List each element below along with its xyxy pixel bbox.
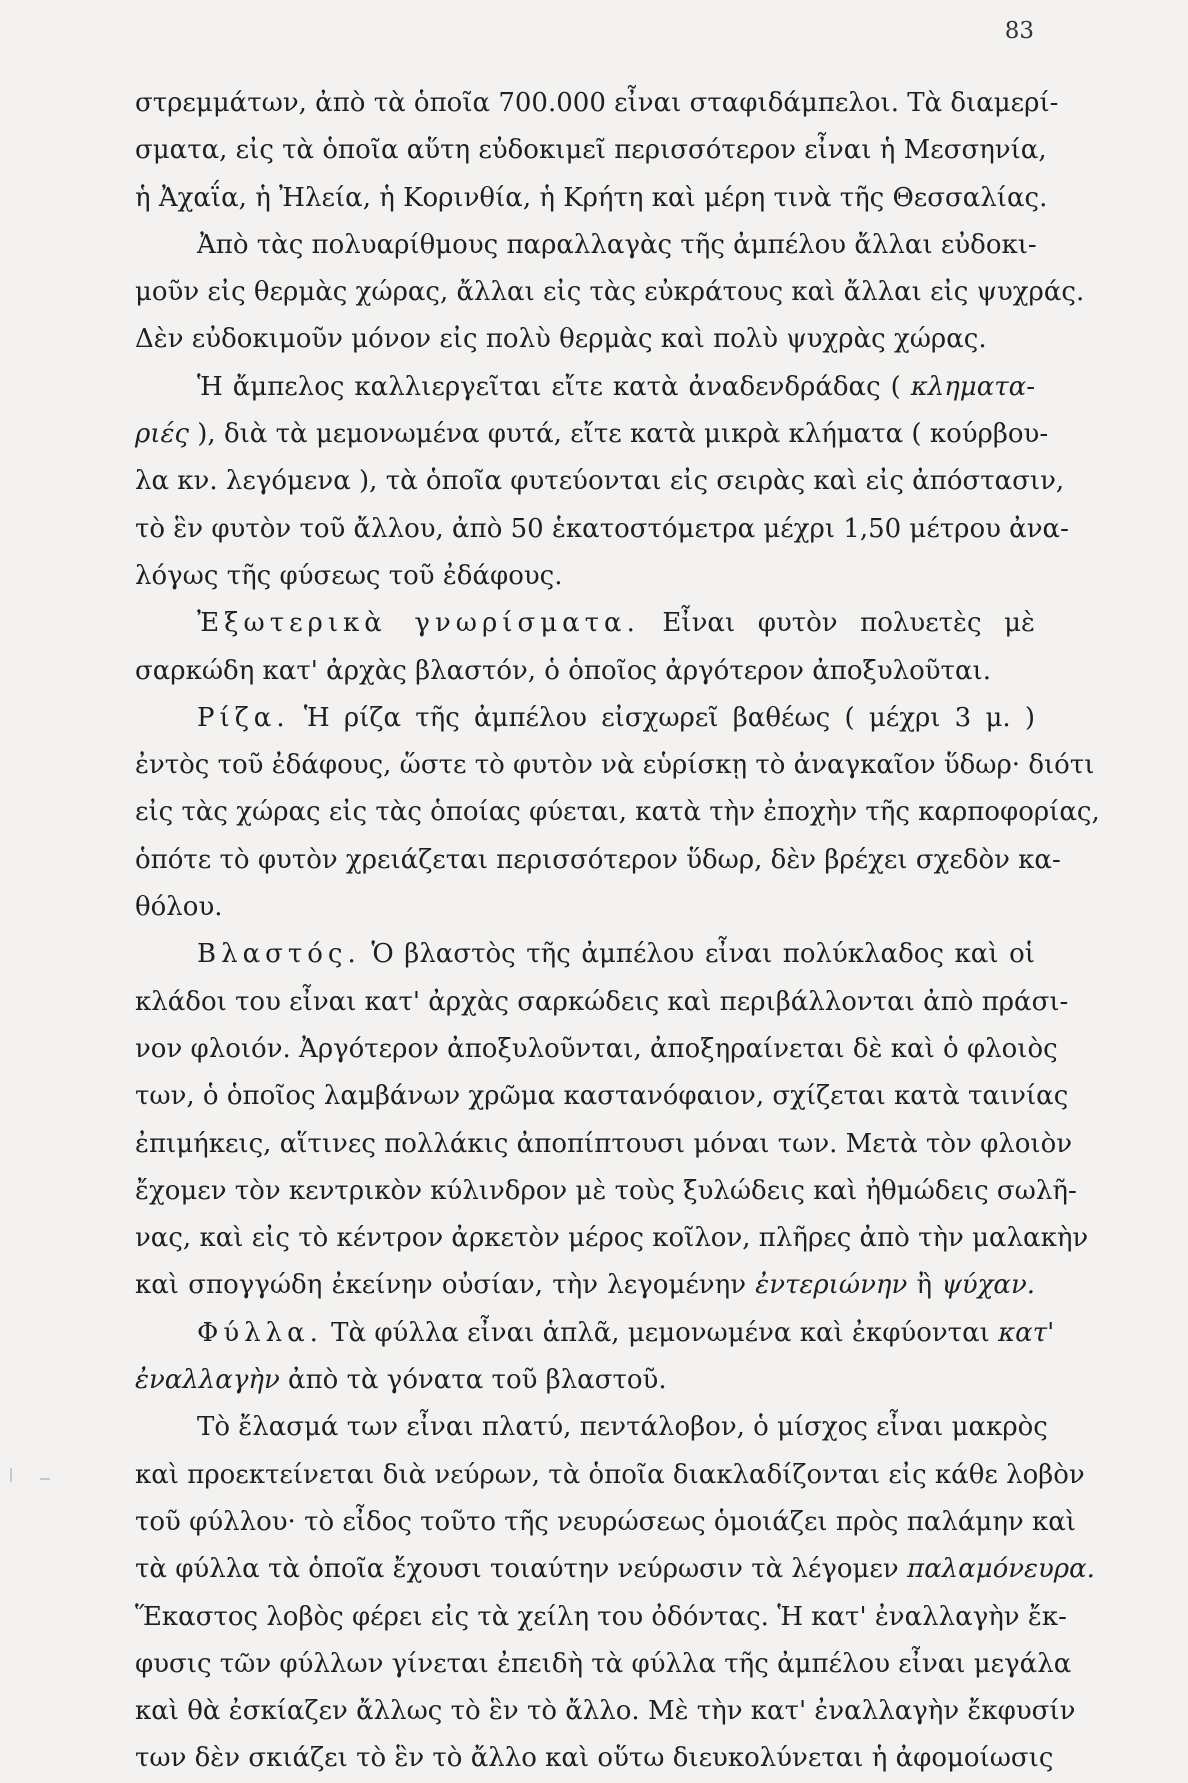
text-line bbox=[135, 1452, 1085, 1499]
text-line bbox=[135, 1641, 1072, 1688]
text-line bbox=[135, 1073, 1069, 1120]
section-heading: Φύλλα. bbox=[197, 1317, 323, 1348]
text-fragment: ἡ Ἀχαΐα, ἡ Ἠλεία, ἡ Κορινθία, ἡ Κρήτη καὶ μέρη τινὰ τῆς Θεσσαλίας. bbox=[135, 182, 1048, 213]
text-fragment: στρεμμάτων, ἀπὸ τὰ ὁποῖα 700.000 εἶναι σταφιδάμπελοι. Τὰ διαμερί- bbox=[135, 88, 1059, 118]
italic-term: ἐναλλαγὴν bbox=[135, 1365, 280, 1396]
italic-term: παλαμόνευρα. bbox=[906, 1554, 1095, 1585]
text-fragment: ), διὰ τὰ μεμονωμένα φυτά, εἴτε κατὰ μικρὰ κλήματα ( κούρβου- bbox=[189, 419, 1049, 450]
text-line bbox=[135, 1262, 1035, 1309]
text-fragment: σματα, εἰς τὰ ὁποῖα αὕτη εὐδοκιμεῖ περισσότερον εἶναι ἡ Μεσσηνία, bbox=[135, 135, 1047, 166]
section-heading: Ρίζα. bbox=[197, 702, 290, 733]
text-fragment: νον φλοιόν. Ἀργότερον ἀποξυλοῦνται, ἀποξηραίνεται δὲ καὶ ὁ φλοιὸς bbox=[135, 1033, 1058, 1064]
text-fragment: ἀπὸ τὰ γόνατα τοῦ βλαστοῦ. bbox=[279, 1365, 667, 1396]
italic-term: κληματα- bbox=[910, 371, 1035, 402]
text-line bbox=[135, 1499, 1076, 1546]
text-line bbox=[135, 1215, 1089, 1262]
text-fragment: Ἡ ρίζα τῆς ἀμπέλου εἰσχωρεῖ βαθέως ( μέχρι 3 μ. ) bbox=[289, 702, 1035, 733]
text-line bbox=[135, 553, 1035, 600]
text-fragment: ἔχομεν τὸν κεντρικὸν κύλινδρον μὲ τοὺς ξυλώδεις καὶ ἠθμώδεις σωλῆ- bbox=[135, 1175, 1077, 1206]
text-fragment: τὸ ἓν φυτὸν τοῦ ἄλλου, ἀπὸ 50 ἑκατοστόμετρα μέχρι 1,50 μέτρου ἀνα- bbox=[135, 513, 1069, 544]
italic-term: ψύχαν. bbox=[941, 1270, 1036, 1301]
text-line bbox=[135, 884, 1035, 931]
text-fragment: νας, καὶ εἰς τὸ κέντρον ἀρκετὸν μέρος κοῖλον, πλῆρες ἀπὸ τὴν μαλακὴν bbox=[135, 1223, 1089, 1254]
text-fragment: των δὲν σκιάζει τὸ ἓν τὸ ἄλλο καὶ οὕτω διευκολύνεται ἡ ἀφομοίωσις bbox=[135, 1743, 1054, 1774]
text-fragment: λα κν. λεγόμενα ), τὰ ὁποῖα φυτεύονται εἰς σειρὰς καὶ εἰς ἀπόστασιν, bbox=[135, 466, 1065, 497]
text-line bbox=[135, 1735, 1054, 1782]
text-line bbox=[135, 269, 1085, 316]
text-line bbox=[135, 1594, 1067, 1641]
text-fragment: Τὸ ἔλασμά των εἶναι πλατύ, πεντάλοβον, ὁ μίσχος εἶναι μακρὸς bbox=[197, 1412, 1048, 1443]
section-heading: Βλαστός. bbox=[197, 939, 361, 970]
scan-edge-mark bbox=[40, 1478, 50, 1480]
text-line bbox=[135, 789, 1100, 836]
italic-term: κατ' bbox=[998, 1317, 1055, 1348]
text-fragment: Ἀπὸ τὰς πολυαρίθμους παραλλαγὰς τῆς ἀμπέλου ἄλλαι εὐδοκι- bbox=[197, 229, 1037, 260]
text-fragment: λόγως τῆς φύσεως τοῦ ἐδάφους. bbox=[135, 560, 563, 591]
text-line bbox=[135, 600, 1035, 647]
text-line bbox=[135, 1357, 1035, 1404]
text-line bbox=[135, 931, 1035, 978]
text-fragment: των, ὁ ὁποῖος λαμβάνων χρῶμα καστανόφαιον, σχίζεται κατὰ ταινίας bbox=[135, 1081, 1069, 1112]
text-line bbox=[135, 411, 1049, 458]
text-line bbox=[135, 1546, 1095, 1593]
text-line bbox=[135, 648, 1035, 695]
page-number: 83 bbox=[1004, 18, 1034, 44]
text-line bbox=[135, 1310, 1055, 1357]
text-fragment: φυσις τῶν φύλλων γίνεται ἐπειδὴ τὰ φύλλα τῆς ἀμπέλου εἶναι μεγάλα bbox=[135, 1648, 1072, 1679]
text-fragment: σαρκώδη κατ' ἀρχὰς βλαστόν, ὁ ὁποῖος ἀργότερον ἀποξυλοῦται. bbox=[135, 655, 991, 686]
section-heading: Ἐξωτερικὰ γνωρίσματα. bbox=[197, 608, 640, 639]
body-text bbox=[135, 80, 1100, 1783]
text-line bbox=[135, 506, 1069, 553]
text-line bbox=[135, 695, 1035, 742]
text-fragment: ἢ bbox=[907, 1270, 942, 1301]
text-fragment: καὶ σπογγώδη ἐκείνην οὐσίαν, τὴν λεγομένην bbox=[135, 1270, 756, 1301]
text-line bbox=[135, 127, 1047, 174]
text-fragment: μοῦν εἰς θερμὰς χώρας, ἄλλαι εἰς τὰς εὐκράτους καὶ ἄλλαι εἰς ψυχράς. bbox=[135, 277, 1085, 308]
text-line bbox=[135, 175, 1048, 222]
text-line bbox=[135, 364, 1035, 411]
text-line bbox=[135, 979, 1069, 1026]
text-line bbox=[135, 1026, 1058, 1073]
text-fragment: Ἕκαστος λοβὸς φέρει εἰς τὰ χείλη του ὀδόντας. Ἡ κατ' ἐναλλαγὴν ἔκ- bbox=[135, 1601, 1067, 1632]
text-fragment: Εἶναι φυτὸν πολυετὲς μὲ bbox=[639, 608, 1035, 639]
scan-edge-mark bbox=[10, 1468, 12, 1482]
text-line bbox=[135, 222, 1035, 269]
text-fragment: ἐντὸς τοῦ ἐδάφους, ὥστε τὸ φυτὸν νὰ εὑρίσκῃ τὸ ἀναγκαῖον ὕδωρ· διότι bbox=[135, 750, 1095, 781]
text-line bbox=[135, 458, 1065, 505]
text-fragment: Ὁ βλαστὸς τῆς ἀμπέλου εἶναι πολύκλαδος καὶ οἱ bbox=[360, 939, 1035, 970]
text-line bbox=[135, 837, 1061, 884]
italic-term: ἐντεριώνην bbox=[755, 1270, 908, 1301]
text-line bbox=[135, 1121, 1073, 1168]
text-line bbox=[135, 316, 1035, 363]
text-fragment: τοῦ φύλλου· τὸ εἶδος τοῦτο τῆς νευρώσεως ὁμοιάζει πρὸς παλάμην καὶ bbox=[135, 1506, 1076, 1537]
text-fragment: τὰ φύλλα τὰ ὁποῖα ἔχουσι τοιαύτην νεύρωσιν τὰ λέγομεν bbox=[135, 1554, 907, 1585]
text-fragment: Τὰ φύλλα εἶναι ἁπλᾶ, μεμονωμένα καὶ ἐκφύονται bbox=[322, 1317, 999, 1348]
text-fragment: ὁπότε τὸ φυτὸν χρειάζεται περισσότερον ὕδωρ, δὲν βρέχει σχεδὸν κα- bbox=[135, 844, 1061, 875]
italic-term: ριές bbox=[135, 419, 189, 450]
text-fragment: Δὲν εὐδοκιμοῦν μόνον εἰς πολὺ θερμὰς καὶ πολὺ ψυχρὰς χώρας. bbox=[135, 324, 987, 355]
text-line bbox=[135, 1404, 1048, 1451]
text-fragment: εἰς τὰς χώρας εἰς τὰς ὁποίας φύεται, κατὰ τὴν ἐποχὴν τῆς καρποφορίας, bbox=[135, 797, 1100, 828]
text-fragment: ἐπιμήκεις, αἵτινες πολλάκις ἀποπίπτουσι μόναι των. Μετὰ τὸν φλοιὸν bbox=[135, 1128, 1073, 1159]
text-fragment: καὶ θὰ ἐσκίαζεν ἄλλως τὸ ἓν τὸ ἄλλο. Μὲ τὴν κατ' ἐναλλαγὴν ἔκφυσίν bbox=[135, 1696, 1076, 1727]
text-line bbox=[135, 742, 1095, 789]
text-line bbox=[135, 80, 1059, 127]
text-fragment: κλάδοι του εἶναι κατ' ἀρχὰς σαρκώδεις καὶ περιβάλλονται ἀπὸ πράσι- bbox=[135, 986, 1069, 1017]
text-fragment: θόλου. bbox=[135, 892, 223, 923]
text-line bbox=[135, 1168, 1077, 1215]
text-fragment: καὶ προεκτείνεται διὰ νεύρων, τὰ ὁποῖα διακλαδίζονται εἰς κάθε λοβὸν bbox=[135, 1459, 1085, 1490]
text-line bbox=[135, 1688, 1076, 1735]
text-fragment: Ἡ ἄμπελος καλλιεργεῖται εἴτε κατὰ ἀναδενδράδας ( bbox=[197, 371, 911, 402]
